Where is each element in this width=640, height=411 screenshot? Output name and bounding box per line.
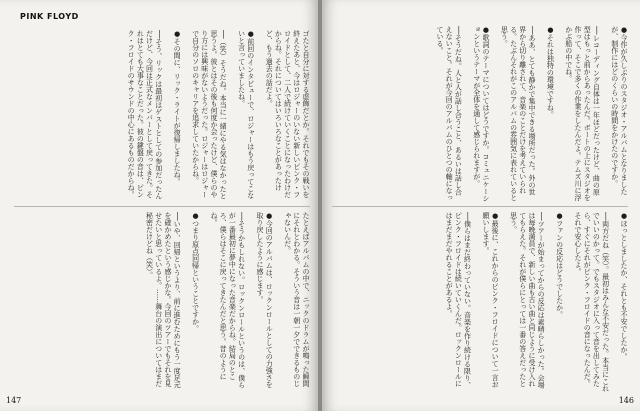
left-lower-text: たとえばアルバムの中で、ニックのドラムが鳴った瞬間にそれとわかる。そういう音は一朝一夕でできるものじゃないんだ。 ●今回のアルバムは、ロックンロールとしての力強さを取り戻したように感じます。 ──そうかもしれない。ロックンロールというのは、僕らが一番最初に夢中になった音楽だからね。結局のところ、僕らはそこに戻ってきたんだと思う。昔のようにね。 ●つまり原点回帰ということですか。 ──いや、回帰というより、前に進むためにもう一度足元を確かめたという感じかな。今回のツアーでもそれを見せたいと思っているよ。……舞台の演出についてはまだ秘密だけどね（笑）。	[145, 212, 310, 389]
tier-divider	[14, 206, 310, 207]
page-number-right: 146	[618, 396, 634, 405]
left-page	[0, 0, 318, 411]
right-page	[322, 0, 640, 411]
running-head: PINK FLOYD	[20, 12, 79, 21]
right-upper-text: ●今作が久しぶりのスタジオ・アルバムとなりましたが、制作にはどのくらいの時間をかけたのですか。 ──レコーディング自体は一年ほどだったけど、曲の原型はもっと前からあったんだ。ボートの上にスタジオを作って、そこで多くの作業をしたんだよ。テムズ川に浮かぶ船の中でね。 ●それは独特の環境ですね。 ──ああ、とても静かで集中できる場所だった。外の世界から切り離されて、音楽のことだけを考えていられる。たぶんそれがこのアルバムの雰囲気に表れていると思う。 ●歌詞のテーマについてはどうですか。コミュニケーションというテーマが全体を通して感じられますが。 ──そうだね。人と人が話し合うこと、あるいは話し合えないこと。それが今回のアルバムのひとつの軸になっている。	[435, 26, 628, 202]
tier-divider	[332, 206, 628, 207]
right-lower-text: ●ほっとしましたか、それとも不安でしたか。 ──両方だね（笑）。最初はみんな不安だった。本当にこれでいいのかって。でもスタジオに入って音を出してみたら、すぐにそれがピンク・フロイドの音になったんだ。それで安心したよ。 ●ファンの反応はどうでしたか。 ──ツアーが始まってからの反応は素晴らしかった。会場は毎晩満員で、新しい曲も古い曲と同じように受け入れてもらえた。それが僕らにとっては一番の答えだったと思う。 ●最後に、これからのピンク・フロイドについて一言お願いします。 ──僕らはまだ終わっていない。音楽を作り続ける限り、ピンク・フロイドは続いていくんだ。ロックンロールにはまだまだやれることがあるよ。	[445, 212, 628, 392]
page-number-left: 147	[6, 396, 22, 405]
left-upper-text: ゴたと自分に対する虚飾だとか。それでもその戦いを終えたあと、今はロジャーのいない新しいピンク・フロイドとして、二人で続けていくことになったわけだからね。それについてはいろいろなことがあったけど、もう過去の話だよ。 ●前回のインタビューで、ロジャーはもう戻ってこないと言っていましたね。 ──（笑）そうだね。本当に一緒にやる気はなかったと思うよ。彼とはその後も何度か会ったけど、僕らのやり方には興味がないようだった。ロジャーはロジャーで自分のソロのキャリアを追求していたからね。 ●その間に、リック・ライトが復帰しましたね。 ──そう、リックは最初はゲストとしての参加だったんだけど、今回は正式なメンバーとして戻ってきた。それはとても大事なことだった。彼の鍵盤の音は、ピンク・フロイドのサウンドの中心にあるものだからね。	[127, 30, 310, 200]
